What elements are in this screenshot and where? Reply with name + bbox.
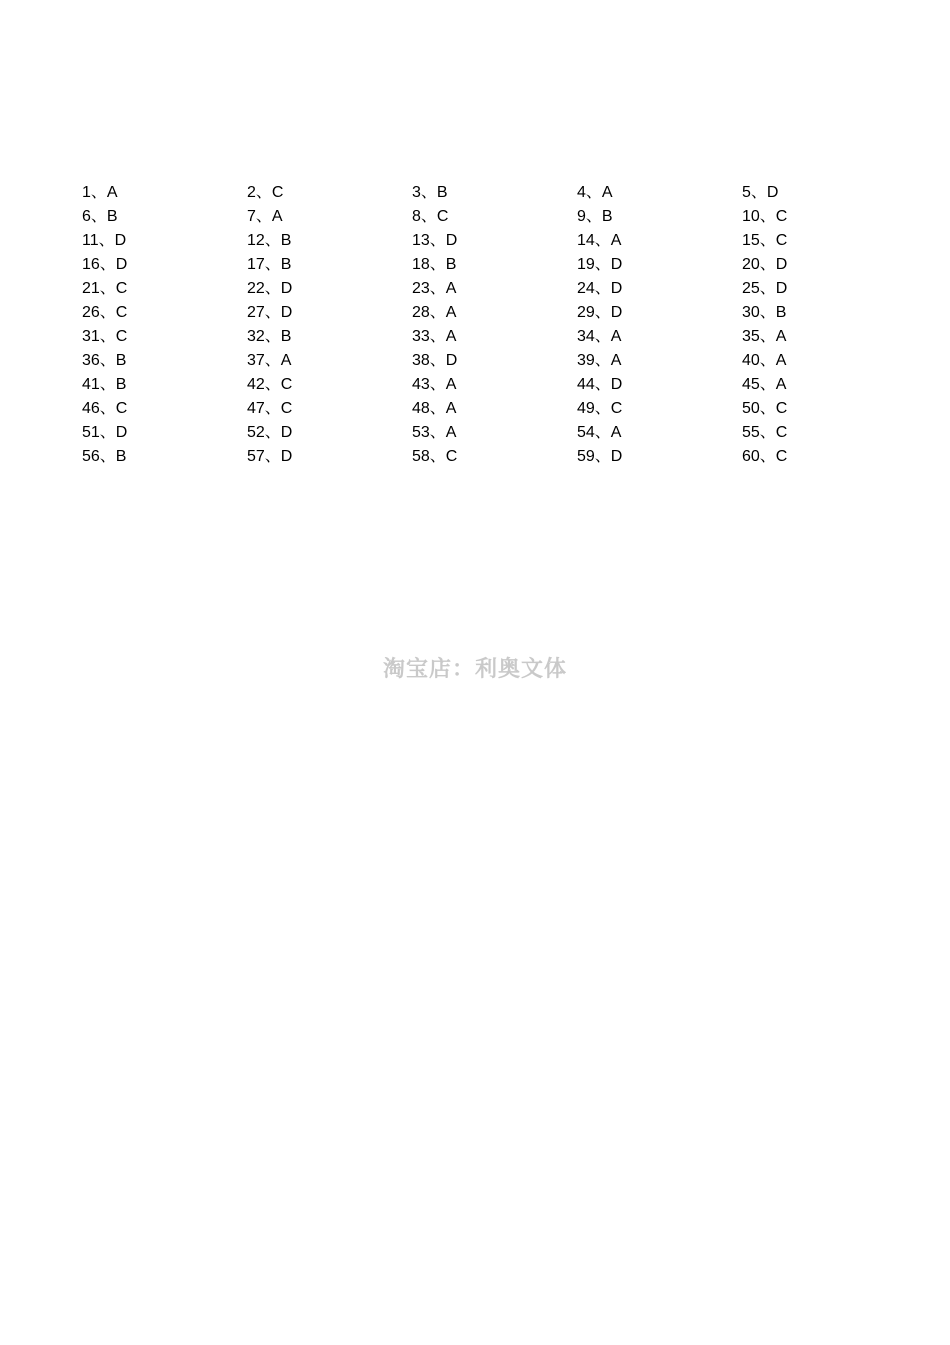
- answer-item: 8、C: [412, 208, 449, 225]
- answer-item: 17、B: [247, 256, 292, 273]
- answer-item: 12、B: [247, 232, 292, 249]
- answer-key-grid: [82, 181, 882, 469]
- answer-item: 16、D: [82, 256, 128, 273]
- answer-item: 40、A: [742, 352, 787, 369]
- answer-item: 27、D: [247, 304, 293, 321]
- answer-item: 50、C: [742, 400, 788, 417]
- answer-item: 47、C: [247, 400, 293, 417]
- answer-item: 46、C: [82, 400, 128, 417]
- answer-item: 48、A: [412, 400, 457, 417]
- answer-item: 53、A: [412, 424, 457, 441]
- answer-item: 58、C: [412, 448, 458, 465]
- answer-item: 60、C: [742, 448, 788, 465]
- answer-item: 38、D: [412, 352, 458, 369]
- answer-item: 9、B: [577, 208, 613, 225]
- answer-item: 37、A: [247, 352, 292, 369]
- answer-item: 59、D: [577, 448, 623, 465]
- answer-item: 30、B: [742, 304, 787, 321]
- answer-item: 24、D: [577, 280, 623, 297]
- answer-item: 33、A: [412, 328, 457, 345]
- answer-item: 44、D: [577, 376, 623, 393]
- answer-item: 32、B: [247, 328, 292, 345]
- answer-item: 31、C: [82, 328, 128, 345]
- answer-item: 25、D: [742, 280, 788, 297]
- answer-item: 55、C: [742, 424, 788, 441]
- answer-item: 7、A: [247, 208, 283, 225]
- answer-item: 20、D: [742, 256, 788, 273]
- answer-item: 35、A: [742, 328, 787, 345]
- answer-item: 34、A: [577, 328, 622, 345]
- answer-item: 51、D: [82, 424, 128, 441]
- answer-item: 11、D: [82, 232, 127, 249]
- answer-item: 1、A: [82, 184, 118, 201]
- answer-item: 49、C: [577, 400, 623, 417]
- answer-item: 57、D: [247, 448, 293, 465]
- answer-item: 29、D: [577, 304, 623, 321]
- answer-item: 39、A: [577, 352, 622, 369]
- answer-item: 10、C: [742, 208, 788, 225]
- answer-item: 18、B: [412, 256, 457, 273]
- answer-item: 45、A: [742, 376, 787, 393]
- answer-item: 19、D: [577, 256, 623, 273]
- answer-item: 26、C: [82, 304, 128, 321]
- answer-item: 52、D: [247, 424, 293, 441]
- answer-item: 21、C: [82, 280, 128, 297]
- answer-item: 36、B: [82, 352, 127, 369]
- answer-item: 3、B: [412, 184, 448, 201]
- answer-item: 41、B: [82, 376, 127, 393]
- answer-item: 15、C: [742, 232, 788, 249]
- answer-item: 13、D: [412, 232, 458, 249]
- answer-item: 4、A: [577, 184, 613, 201]
- answer-item: 42、C: [247, 376, 293, 393]
- answer-item: 2、C: [247, 184, 284, 201]
- answer-item: 5、D: [742, 184, 779, 201]
- answer-item: 22、D: [247, 280, 293, 297]
- answer-item: 56、B: [82, 448, 127, 465]
- answer-item: 43、A: [412, 376, 457, 393]
- answer-item: 6、B: [82, 208, 118, 225]
- answer-item: 14、A: [577, 232, 622, 249]
- answer-item: 23、A: [412, 280, 457, 297]
- watermark-text: 淘宝店：利奥文体: [382, 656, 567, 682]
- answer-item: 54、A: [577, 424, 622, 441]
- answer-item: 28、A: [412, 304, 457, 321]
